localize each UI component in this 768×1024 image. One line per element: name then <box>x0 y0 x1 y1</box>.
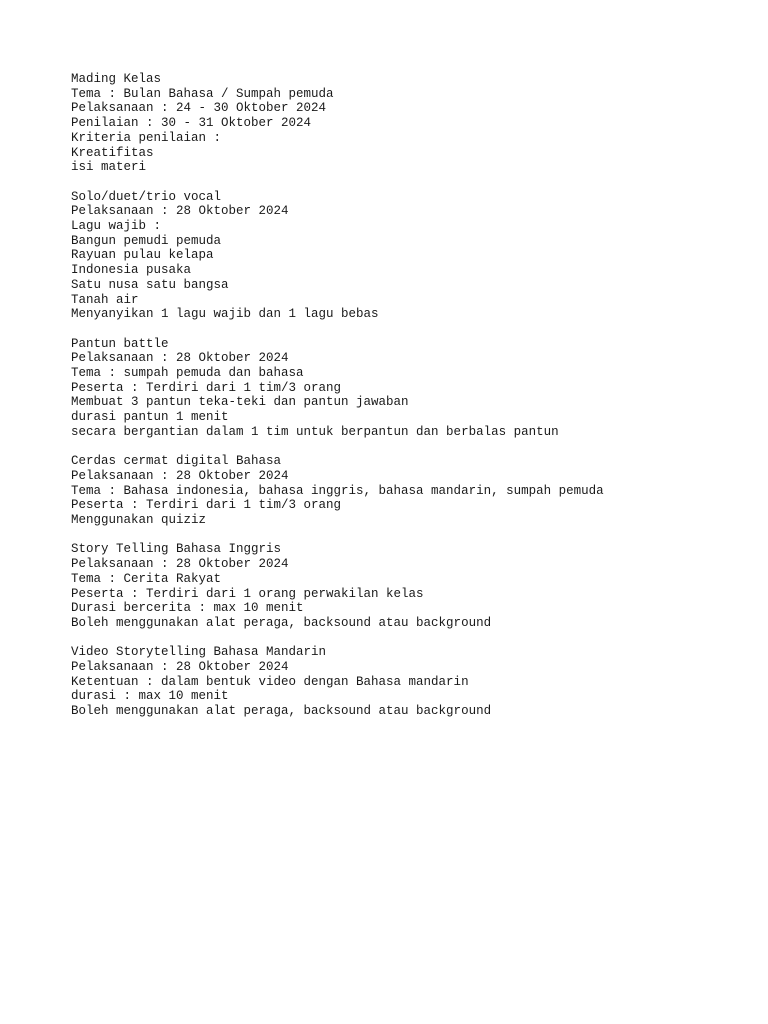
text-line: Boleh menggunakan alat peraga, backsound atau background <box>71 704 492 719</box>
text-line: Pelaksanaan : 28 Oktober 2024 <box>71 351 289 366</box>
text-line: Pelaksanaan : 28 Oktober 2024 <box>71 204 289 219</box>
text-line: Peserta : Terdiri dari 1 orang perwakilan kelas <box>71 586 424 601</box>
text-line: Penilaian : 30 - 31 Oktober 2024 <box>71 116 312 131</box>
text-line: durasi pantun 1 menit <box>71 410 229 425</box>
text-line: Lagu wajib : <box>71 219 162 234</box>
section-video-storytelling <box>71 645 751 719</box>
section-cerdas-cermat <box>71 454 751 528</box>
text-line: Indonesia pusaka <box>71 263 192 278</box>
section-story-telling <box>71 542 751 630</box>
text-line: secara bergantian dalam 1 tim untuk berpantun dan berbalas pantun <box>71 424 559 439</box>
section-heading: Video Storytelling Bahasa Mandarin <box>71 645 327 660</box>
section-heading: Story Telling Bahasa Inggris <box>71 542 282 557</box>
text-line: Pelaksanaan : 28 Oktober 2024 <box>71 557 289 572</box>
text-line: Tema : Bulan Bahasa / Sumpah pemuda <box>71 86 334 101</box>
section-heading: Mading Kelas <box>71 72 162 86</box>
text-line: Membuat 3 pantun teka-teki dan pantun jawaban <box>71 395 409 410</box>
text-line: Satu nusa satu bangsa <box>71 277 229 292</box>
section-pantun-battle <box>71 337 751 440</box>
text-line: Tema : Cerita Rakyat <box>71 571 222 586</box>
document-page <box>71 72 751 734</box>
text-line: Peserta : Terdiri dari 1 tim/3 orang <box>71 498 342 513</box>
text-line: Durasi bercerita : max 10 menit <box>71 601 304 616</box>
text-line: Kriteria penilaian : <box>71 130 222 145</box>
text-line: Ketentuan : dalam bentuk video dengan Bahasa mandarin <box>71 674 469 689</box>
section-mading-kelas <box>71 72 751 175</box>
text-line: Kreatifitas <box>71 145 154 160</box>
section-vocal <box>71 190 751 322</box>
text-line: Menyanyikan 1 lagu wajib dan 1 lagu bebas <box>71 307 379 322</box>
text-line: Tema : Bahasa indonesia, bahasa inggris, bahasa mandarin, sumpah pemuda <box>71 483 604 498</box>
text-line: Tema : sumpah pemuda dan bahasa <box>71 366 304 381</box>
text-line: Peserta : Terdiri dari 1 tim/3 orang <box>71 380 342 395</box>
text-line: Pelaksanaan : 28 Oktober 2024 <box>71 660 289 675</box>
section-heading: Solo/duet/trio vocal <box>71 189 222 204</box>
text-line: Rayuan pulau kelapa <box>71 248 214 263</box>
text-line: durasi : max 10 menit <box>71 689 229 704</box>
text-line: Bangun pemudi pemuda <box>71 233 222 248</box>
text-line: Tanah air <box>71 292 139 307</box>
text-line: Pelaksanaan : 24 - 30 Oktober 2024 <box>71 101 327 116</box>
text-line: Boleh menggunakan alat peraga, backsound atau background <box>71 615 492 630</box>
section-heading: Cerdas cermat digital Bahasa <box>71 454 282 469</box>
section-heading: Pantun battle <box>71 336 169 351</box>
text-line: Pelaksanaan : 28 Oktober 2024 <box>71 468 289 483</box>
text-line: Menggunakan quiziz <box>71 513 207 528</box>
text-line: isi materi <box>71 160 147 175</box>
